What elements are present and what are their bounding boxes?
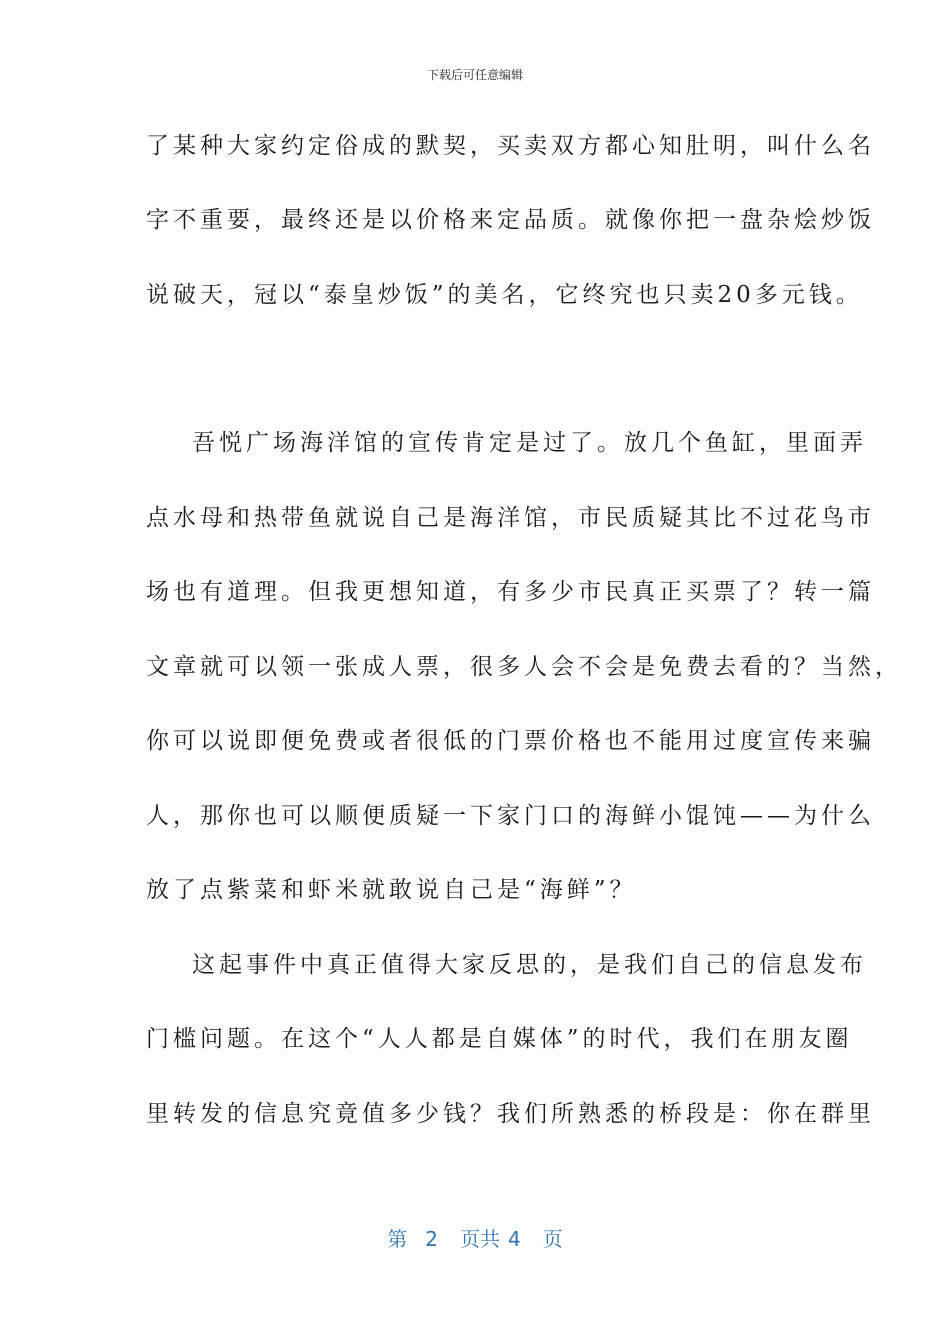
paragraph-line: 吾悦广场海洋馆的宣传肯定是过了。放几个鱼缸，里面弄 (192, 430, 867, 456)
paragraph-line: 门槛问题。在这个“人人都是自媒体”的时代，我们在朋友圈 (146, 1026, 853, 1052)
paragraph-line: 人，那你也可以顺便质疑一下家门口的海鲜小馄饨——为什么 (146, 803, 875, 829)
footer-prefix: 第 (387, 1227, 408, 1251)
footer-total-pages: 4 (508, 1227, 521, 1251)
page-header: 下载后可任意编辑 (426, 68, 523, 82)
paragraph-line: 里转发的信息究竟值多少钱？我们所熟悉的桥段是：你在群里 (146, 1101, 875, 1127)
footer-current-page: 2 (425, 1227, 438, 1251)
paragraph-line: 了某种大家约定俗成的默契，买卖双方都心知肚明，叫什么名 (146, 133, 875, 159)
paragraph-line: 说破天，冠以“泰皇炒饭”的美名，它终究也只卖20多元钱。 (146, 282, 863, 308)
paragraph-line: 文章就可以领一张成人票，很多人会不会是免费去看的？当然， (146, 654, 902, 680)
footer-suffix: 页 (542, 1227, 563, 1251)
paragraph-line: 放了点紫菜和虾米就敢说自己是“海鲜”？ (146, 877, 637, 903)
paragraph-line: 字不重要，最终还是以价格来定品质。就像你把一盘杂烩炒饭 (146, 207, 875, 233)
page-footer (0, 1226, 950, 1252)
paragraph-line: 这起事件中真正值得大家反思的，是我们自己的信息发布 (192, 952, 867, 978)
paragraph-line: 场也有道理。但我更想知道，有多少市民真正买票了？转一篇 (146, 579, 875, 605)
paragraph-line: 你可以说即便免费或者很低的门票价格也不能用过度宣传来骗 (146, 728, 875, 754)
paragraph-line: 点水母和热带鱼就说自己是海洋馆，市民质疑其比不过花鸟市 (146, 505, 875, 531)
footer-middle: 页共 (460, 1227, 500, 1251)
